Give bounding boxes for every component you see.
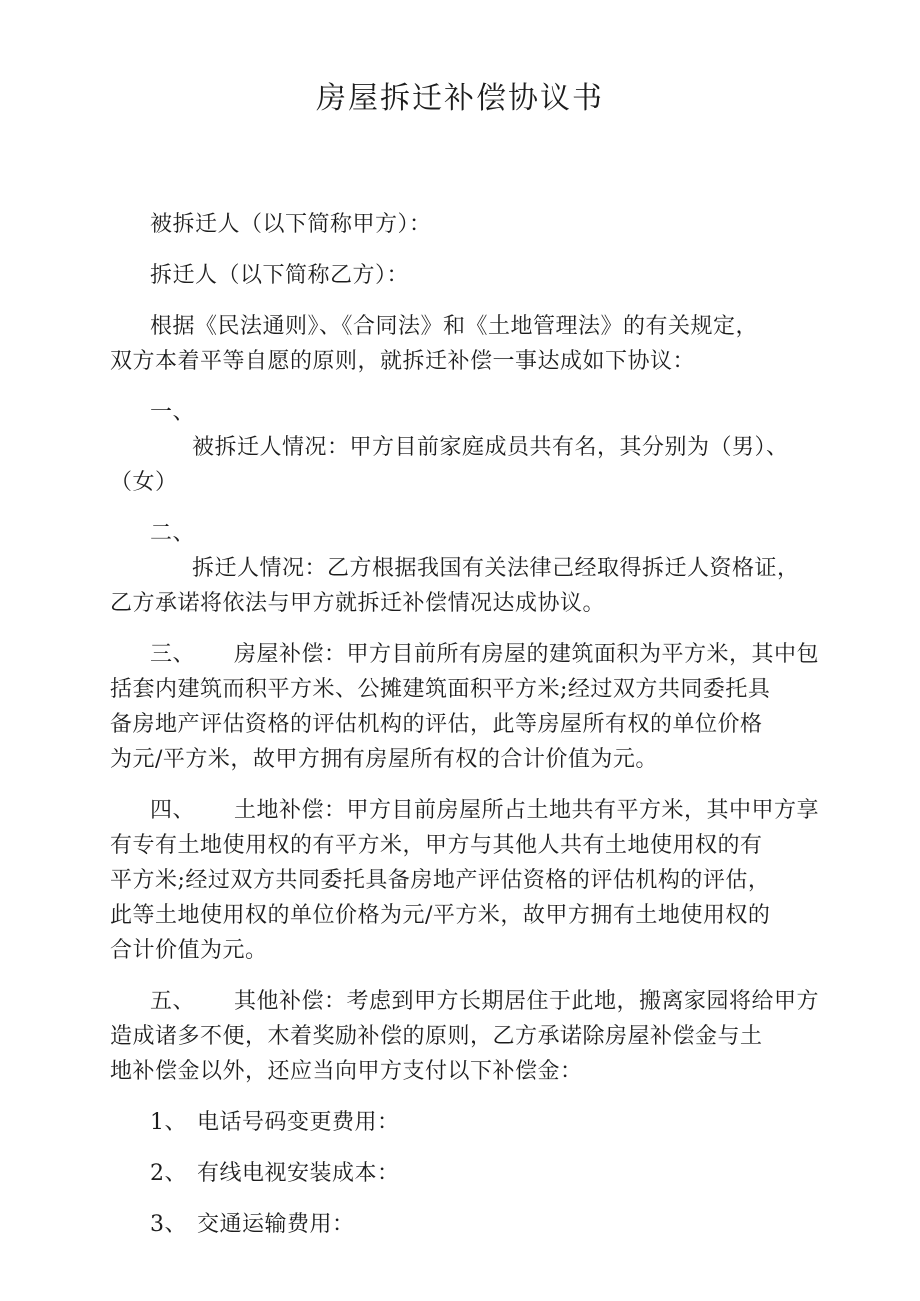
line-text: 有专有土地使用权的有平方米，甲方与其他人共有土地使用权的有 [110,833,763,858]
paragraph [110,258,830,293]
document-line [110,1156,830,1191]
document-line [110,258,830,293]
paragraph [110,1156,830,1191]
list-number: 1、 [150,1110,187,1135]
document-line [110,828,830,863]
line-text: 备房地产评估资格的评估机构的评估，此等房屋所有权的单位价格 [110,712,763,737]
document-line [110,742,830,777]
document-line [110,309,830,344]
line-text: 地补偿金以外，还应当向甲方支付以下补偿金： [110,1059,583,1084]
document-line [110,344,830,379]
list-number: 3、 [150,1212,187,1237]
line-text: 拆迁人情况：乙方根据我国有关法律己经取得拆迁人资格证， [192,556,800,581]
document-line [110,1054,830,1089]
line-text: 括套内建筑而积平方米、公摊建筑面积平方米;经过双方共同委托具 [110,677,771,702]
line-text: 交通运输费用： [197,1212,355,1237]
document-line [110,1207,830,1242]
line-text: 被拆迁人（以下简称甲方）： [150,212,432,237]
line-text: 造成诸多不便，木着奖励补偿的原则，乙方承诺除房屋补偿金与土 [110,1024,763,1049]
line-text: 为元/平方米，故甲方拥有房屋所有权的合计价值为元。 [110,747,658,772]
line-text: 有线电视安装成本： [197,1161,400,1186]
document-line [110,516,830,551]
document-line [110,984,830,1019]
document-line [110,1019,830,1054]
line-text: 根据《民法通则》、《合同法》和《土地管理法》的有关规定， [150,314,759,339]
document-body [0,207,920,1242]
line-text: 被拆迁人情况：甲方目前家庭成员共有名，其分别为（男）、 [192,435,789,460]
line-text: 电话号码变更费用： [197,1110,400,1135]
paragraph [110,793,830,968]
document-line [110,672,830,707]
paragraph [110,637,830,777]
list-number: 三、 [150,642,196,667]
document-line [110,793,830,828]
line-text: 平方米;经过双方共同委托具备房地产评估资格的评估机构的评估， [110,868,771,893]
document-line [110,586,830,621]
paragraph [110,1105,830,1140]
line-text: 双方本着平等自愿的原则，就拆迁补偿一事达成如下协议： [110,349,696,374]
document-line [110,1105,830,1140]
line-text: 房屋补偿：甲方目前所有房屋的建筑面积为平方米，其中包 [234,642,820,667]
list-number: 五、 [150,989,196,1014]
list-number: 四、 [150,798,196,823]
document-line [110,430,830,465]
document-title: 房屋拆迁补偿协议书 [316,81,604,116]
line-text: 拆迁人（以下简称乙方）： [150,263,410,288]
line-text: 土地补偿：甲方目前房屋所占土地共有平方米，其中甲方享 [234,798,820,823]
document-line [110,933,830,968]
paragraph [110,395,830,500]
line-text: 合计价值为元。 [110,938,268,963]
document-line [110,465,830,500]
line-text: （女） [110,470,178,495]
paragraph [110,516,830,621]
paragraph [110,1207,830,1242]
line-text: 乙方承诺将依法与甲方就拆迁补偿情况达成协议。 [110,591,606,616]
line-text: 一、 [150,400,196,425]
document-line [110,395,830,430]
document-line [110,898,830,933]
paragraph [110,309,830,379]
paragraph [110,984,830,1089]
line-text: 其他补偿：考虑到甲方长期居住于此地，搬离家园将给甲方 [234,989,820,1014]
line-text: 二、 [150,521,196,546]
document-line [110,207,830,242]
document-line [110,863,830,898]
list-number: 2、 [150,1161,187,1186]
document-line [110,707,830,742]
line-text: 此等土地使用权的单位价格为元/平方米，故甲方拥有土地使用权的 [110,903,771,928]
paragraph [110,207,830,242]
document-line [110,551,830,586]
document-line [110,637,830,672]
